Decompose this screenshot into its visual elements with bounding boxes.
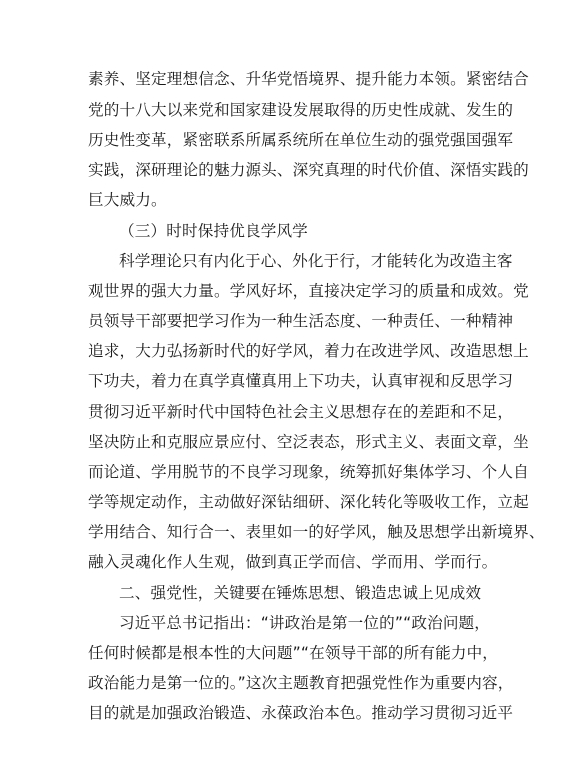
body-text-line: 而论道、学用脱节的不良学习现象，统筹抓好集体学习、个人自 [88,463,529,481]
body-text-line: 巨大威力。 [88,191,167,209]
body-text-line: 实践，深研理论的魅力源头、深究真理的时代价值、深悟实践的 [88,161,529,179]
body-text-line: 任何时候都是根本性的大问题”“在领导干部的所有能力中， [88,644,499,662]
section-heading: （三）时时保持优良学风学 [119,222,308,240]
body-text-line: 科学理论只有内化于心、外化于行，才能转化为改造主客 [119,252,513,270]
body-text-line: 党的十八大以来党和国家建设发展取得的历史性成就、发生的 [88,101,514,119]
body-text-line: 习近平总书记指出：“讲政治是第一位的”“政治问题， [119,614,491,632]
body-text-line: 素养、坚定理想信念、升华党悟境界、提升能力本领。紧密结合 [88,70,529,88]
body-text-line: 历史性变革，紧密联系所属系统所在单位生动的强党强国强军 [88,131,514,149]
body-text-line: 政治能力是第一位的。”这次主题教育把强党性作为重要内容， [88,674,514,692]
body-text-line: 下功夫，着力在真学真懂真用上下功夫，认真审视和反思学习 [88,372,514,390]
section-heading: 二、强党性，关键要在锤炼思想、锻造忠诚上见成效 [119,584,482,602]
body-text-line: 追求，大力弘扬新时代的好学风，着力在改进学风、改造思想上 [88,342,529,360]
body-text-line: 学用结合、知行合一、表里如一的好学风，触及思想学出新境界、 [88,523,545,541]
body-text-line: 观世界的强大力量。学风好坏，直接决定学习的质量和成效。党 [88,282,529,300]
body-text-line: 目的就是加强政治锻造、永葆政治本色。推动学习贯彻习近平 [88,704,514,722]
body-text-line: 融入灵魂化作人生观，做到真正学而信、学而用、学而行。 [88,553,498,571]
body-text-line: 员领导干部要把学习作为一种生活态度、一种责任、一种精神 [88,312,514,330]
body-text-line: 学等规定动作，主动做好深钻细研、深化转化等吸收工作，立起 [88,493,529,511]
body-text-line: 坚决防止和克服应景应付、空泛表态，形式主义、表面文章，坐 [88,433,529,451]
body-text-line: 贯彻习近平新时代中国特色社会主义思想存在的差距和不足， [88,403,514,421]
